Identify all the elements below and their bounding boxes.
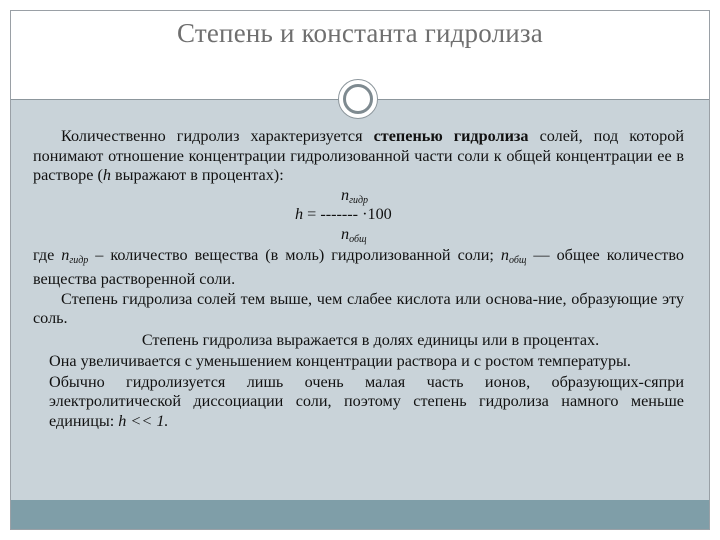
where-n-total: n bbox=[500, 245, 509, 264]
slide-footer-bar bbox=[11, 500, 709, 529]
formula-rhs: = ------- ·100 bbox=[303, 204, 392, 223]
numerator-symbol: n bbox=[341, 185, 350, 204]
usually-expression: h << 1. bbox=[118, 411, 169, 430]
slide-body bbox=[11, 99, 709, 501]
symbol-h: h bbox=[102, 166, 111, 184]
usually-paragraph bbox=[33, 373, 684, 432]
denominator-symbol: n bbox=[341, 224, 350, 243]
formula-line bbox=[295, 205, 392, 225]
where-text-2: – количество вещества (в моль) гидролизованной соли; bbox=[88, 245, 501, 264]
intro-text-3: выражают в процентах): bbox=[110, 166, 284, 184]
where-n-hydr: n bbox=[61, 245, 70, 264]
hydrolysis-formula bbox=[33, 186, 684, 246]
usually-text: Обычно гидролизуется лишь очень малая часть ионов, образующих-сяпри электролитической диссоциации соли, поэтому степень гидролиза намного меньше единицы: bbox=[49, 372, 684, 430]
where-n-total-sub: общ bbox=[508, 254, 527, 266]
intro-text-1: Количественно гидролиз характеризуется bbox=[61, 127, 374, 145]
term-degree-of-hydrolysis: степенью гидролиза bbox=[373, 127, 529, 145]
where-text-3: — общее количество вещества растворенной соли. bbox=[33, 245, 685, 288]
where-paragraph bbox=[33, 246, 684, 290]
denominator-subscript: общ bbox=[349, 233, 367, 245]
slide bbox=[10, 10, 710, 530]
degree-higher-paragraph: Степень гидролиза солей тем выше, чем слабее кислота или основа-ние, образующие эту соль. bbox=[33, 289, 684, 327]
where-text-1: где bbox=[33, 245, 62, 264]
slide-title: Степень и константа гидролиза bbox=[177, 18, 543, 48]
where-n-hydr-sub: гидр bbox=[69, 254, 89, 266]
slide-text bbox=[33, 127, 684, 431]
intro-paragraph bbox=[33, 127, 684, 186]
formula-denominator bbox=[341, 225, 367, 250]
formula-lhs: h bbox=[295, 204, 304, 223]
increases-paragraph: Она увеличивается с уменьшением концентрации раствора и с ростом температуры. bbox=[49, 352, 631, 370]
numerator-subscript: гидр bbox=[349, 194, 369, 206]
intro-text-2: солей, под которой понимают отношение концентрации гидролизованной части соли к общей концентрации ее в растворе ( bbox=[33, 127, 684, 184]
expressed-paragraph: Степень гидролиза выражается в долях единицы или в процентах. bbox=[141, 330, 600, 349]
